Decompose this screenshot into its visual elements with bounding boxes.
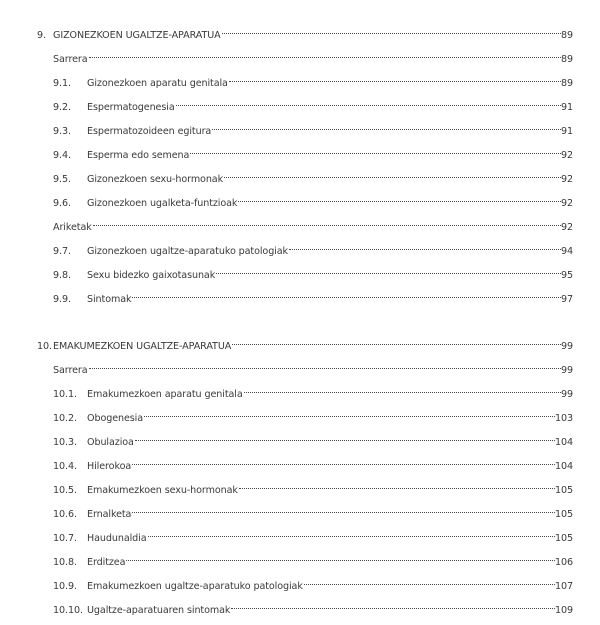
page-number: 106: [554, 557, 573, 568]
toc-entry[interactable]: [53, 142, 573, 161]
dot-leader: [288, 238, 561, 254]
page-number: 104: [554, 461, 573, 472]
entry-title: Sarrera: [53, 52, 88, 68]
dot-leader: [131, 501, 555, 517]
entry-title: Ariketak: [53, 220, 92, 236]
toc-entry[interactable]: [53, 94, 573, 113]
entry-number: 10.5.: [53, 485, 77, 496]
entry-number: 10.8.: [53, 557, 77, 568]
page-number: 94: [560, 246, 573, 257]
entry-number: 9.5.: [53, 174, 71, 185]
entry-title: Sintomak: [87, 292, 131, 308]
entry-title: Obulazioa: [87, 435, 134, 451]
entry-number: 9.2.: [53, 102, 71, 113]
dot-leader: [231, 333, 561, 349]
dot-leader: [88, 357, 561, 373]
dot-leader: [223, 166, 561, 182]
entry-number: 10.3.: [53, 437, 77, 448]
dot-leader: [88, 46, 561, 62]
entry-title: Espermatogenesia: [87, 100, 175, 116]
page-number: 105: [554, 533, 573, 544]
toc-entry[interactable]: [53, 357, 573, 376]
toc-entry[interactable]: [53, 405, 573, 424]
chapter-number: 10.: [37, 341, 52, 352]
page-number: 103: [554, 413, 573, 424]
entry-title: Gizonezkoen aparatu genitala: [87, 76, 228, 92]
entry-title: Ugaltze-aparatuaren sintomak: [87, 603, 230, 619]
page-number: 89: [560, 54, 573, 65]
toc-entry[interactable]: [53, 501, 573, 520]
dot-leader: [221, 22, 561, 38]
dot-leader: [175, 94, 561, 110]
dot-leader: [131, 286, 561, 302]
page-number: 92: [560, 174, 573, 185]
toc-entry[interactable]: [53, 381, 573, 400]
entry-number: 9.6.: [53, 198, 71, 209]
entry-number: 10.9.: [53, 581, 77, 592]
toc-entry[interactable]: [53, 214, 573, 233]
toc-entry[interactable]: [53, 429, 573, 448]
page-number: 92: [560, 198, 573, 209]
toc-entry[interactable]: [53, 262, 573, 281]
entry-number: 10.6.: [53, 509, 77, 520]
page-number: 91: [560, 126, 573, 137]
dot-leader: [237, 190, 561, 206]
entry-title: Gizonezkoen ugalketa-funtzioak: [87, 196, 237, 212]
entry-title: Haudunaldia: [87, 531, 147, 547]
entry-title: Sexu bidezko gaixotasunak: [87, 268, 215, 284]
page-number: 107: [554, 581, 573, 592]
dot-leader: [143, 405, 555, 421]
entry-number: 9.7.: [53, 246, 71, 257]
toc-entry[interactable]: [53, 597, 573, 616]
page-number: 105: [554, 509, 573, 520]
entry-title: Gizonezkoen ugaltze-aparatuko patologiak: [87, 244, 288, 260]
dot-leader: [147, 525, 555, 541]
toc-entry[interactable]: [53, 238, 573, 257]
toc-entry[interactable]: [53, 477, 573, 496]
page-number: 92: [560, 150, 573, 161]
dot-leader: [228, 70, 561, 86]
entry-number: 10.4.: [53, 461, 77, 472]
entry-title: Obogenesia: [87, 411, 143, 427]
page-number: 95: [560, 270, 573, 281]
entry-title: Erditzea: [87, 555, 125, 571]
page-number: 97: [560, 294, 573, 305]
entry-title: Emakumezkoen sexu-hormonak: [87, 483, 238, 499]
dot-leader: [131, 453, 555, 469]
dot-leader: [243, 381, 561, 397]
page-number: 99: [560, 365, 573, 376]
entry-number: 9.3.: [53, 126, 71, 137]
toc-entry[interactable]: [53, 286, 573, 305]
page-number: 99: [560, 389, 573, 400]
entry-number: 9.4.: [53, 150, 71, 161]
dot-leader: [125, 549, 555, 565]
toc-entry[interactable]: [53, 46, 573, 65]
chapter-title: EMAKUMEZKOEN UGALTZE-APARATUA: [53, 339, 231, 355]
entry-number: 10.7.: [53, 533, 77, 544]
page-number: 109: [554, 605, 573, 616]
toc-entry[interactable]: [53, 166, 573, 185]
toc-entry[interactable]: [53, 549, 573, 568]
toc-entry[interactable]: [53, 573, 573, 592]
entry-title: Gizonezkoen sexu-hormonak: [87, 172, 223, 188]
dot-leader: [230, 597, 555, 613]
dot-leader: [134, 429, 555, 445]
entry-title: Esperma edo semena: [87, 148, 189, 164]
page-number: 104: [554, 437, 573, 448]
page-number: 89: [560, 78, 573, 89]
page-number: 89: [560, 30, 573, 41]
entry-title: Emakumezkoen ugaltze-aparatuko patologiak: [87, 579, 303, 595]
toc-entry[interactable]: [53, 70, 573, 89]
toc-entry[interactable]: [53, 190, 573, 209]
dot-leader: [189, 142, 561, 158]
toc-entry[interactable]: [53, 118, 573, 137]
entry-number: 9.9.: [53, 294, 71, 305]
entry-number: 9.8.: [53, 270, 71, 281]
chapter-title: GIZONEZKOEN UGALTZE-APARATUA: [53, 28, 221, 44]
dot-leader: [215, 262, 561, 278]
page-number: 99: [560, 341, 573, 352]
entry-title: Ernalketa: [87, 507, 131, 523]
dot-leader: [238, 477, 555, 493]
toc-chapter-9[interactable]: [37, 22, 573, 41]
toc-entry[interactable]: [53, 453, 573, 472]
toc-chapter-10[interactable]: [37, 333, 573, 352]
entry-title: Emakumezkoen aparatu genitala: [87, 387, 243, 403]
entry-number: 10.2.: [53, 413, 77, 424]
dot-leader: [303, 573, 555, 589]
page-number: 105: [554, 485, 573, 496]
chapter-number: 9.: [37, 30, 46, 41]
entry-number: 10.1.: [53, 389, 77, 400]
page-number: 92: [560, 222, 573, 233]
toc-entry[interactable]: [53, 525, 573, 544]
page-number: 91: [560, 102, 573, 113]
entry-title: Sarrera: [53, 363, 88, 379]
entry-number: 10.10.: [53, 605, 83, 616]
entry-title: Hilerokoa: [87, 459, 131, 475]
entry-title: Espermatozoideen egitura: [87, 124, 211, 140]
dot-leader: [211, 118, 561, 134]
entry-number: 9.1.: [53, 78, 71, 89]
dot-leader: [92, 214, 561, 230]
